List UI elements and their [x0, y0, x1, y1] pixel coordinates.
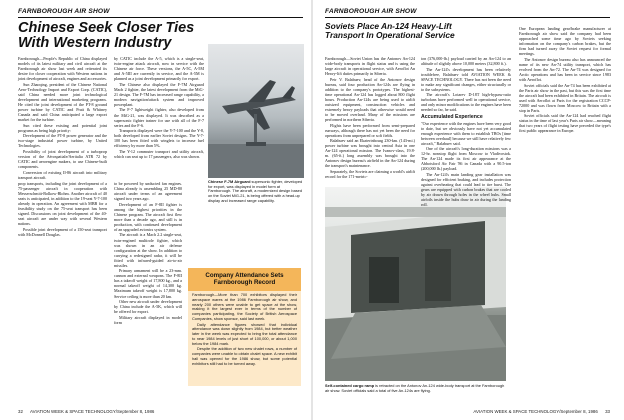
sidebar-box — [188, 268, 301, 386]
caption-lead: Self-contained cargo ramp — [325, 383, 375, 388]
sidebar-box-body — [192, 293, 297, 366]
photo-caption — [325, 384, 506, 393]
paragraph: prop transports, including the joint development of a 75-passenger aircraft in cooperation with Messerschmitt-Bolkow-Blohm. Another aircraft of 40 seats is anticipated, in addition to the 19-seat Y-7-100 already in operation. An agreement with MBB for a feasibility study on the 75-seat transport has been signed. Discussions on joint development of the 40-seat aircraft are under way with several Western nations. — [18, 181, 107, 227]
paragraph: Development of the FT-8 power generator and the two-stage industrial power turbine, by United Technologies. — [18, 133, 107, 149]
paragraph: Petr V. Balabuev, head of the Antonov design bureau, said four production An-124s are flying in addition to the company's prototypes. The highest-time operational An-124 has logged about 800 flight hours. Production An-124s are being used to airlift outsized equipment, construction vehicles and extremely heavy payloads that otherwise would need to be moved overland. Many of the missions are performed in northern Siberia. — [325, 76, 415, 123]
paragraph: Daily attendance figures showed that individual attendance was down slightly from 1984, but better weather later in the week was expected to bring the total attendance to near 1984 levels of just short of 100,000, or about 1,000 below the 1984 mark. — [192, 321, 297, 346]
jet-model-illustration — [208, 44, 304, 178]
an124-photo — [325, 187, 506, 381]
paragraph: The F-7 lightweight fighter, also developed from the MiG-21, was displayed. It was described as a supersonic fighter trainer for use with all of the F-7 series and the F-6. — [114, 107, 204, 128]
paragraph: Possible joint development of a 150-seat transport with McDonnell Douglas. — [18, 226, 107, 237]
paragraph: ton (376,000-lb.) payload carried by an An-124 to an altitude of slightly above 10,000 meters (32,800 ft.). — [421, 56, 511, 67]
right-page — [313, 0, 624, 420]
left-page — [0, 0, 311, 420]
page-number: 32 — [18, 409, 23, 414]
paragraph: Despite the addition of two new chalet rows, a number of companies were unable to obtain chalet space. A new exhibit hall was opened for the 1986 show, but some potential exhibitors still had to be turned away. — [192, 346, 297, 366]
article-column-2-lower — [114, 181, 182, 391]
paragraph: Conversion of existing II-86 aircraft into military transport aircraft. — [18, 169, 107, 180]
paragraph: The aircraft is a Mach 2.2 single-seat, twin-engined multirole fighter, which was shown in an air defense configuration at the show. In addition to carrying a redesigned radar, it will be fitted with infrared-guided air-to-air missiles. — [114, 232, 182, 268]
f7m-model-photo — [208, 44, 304, 178]
kicker-rule — [325, 17, 610, 18]
paragraph: Flights have been performed from semi-prepared runways, although there has not yet been the need for operations from unprepared or soft fields. — [325, 122, 415, 138]
article-column-2 — [421, 26, 511, 208]
caption-lead: Chinese F-7M Airguard — [208, 179, 251, 184]
article-headline: Soviets Place An-124 Heavy-Lift Transport In Operational Service — [325, 21, 455, 41]
paragraph: The Chinese also displayed the F-7M Airguard Mach 2 fighter, the latest development from the MiG-21 design. The F-7M has increased range capability, a modern navigation/attack system and improved powerplant. — [114, 81, 204, 107]
paragraph: by CATIC include the A-5, which is a single-seat, twin-engine attack aircraft, now in service with the Chinese air force. These versions, the A-5C, A-5M and A-5III are currently in service, and the A-5M is planned as a joint development primarily for export. — [114, 56, 204, 82]
publication-line: AVIATION WEEK & SPACE TECHNOLOGY/September 8, 1986 — [473, 409, 598, 414]
cargo-ramp-illustration — [325, 187, 506, 381]
paragraph: Farnborough—People's Republic of China displayed models of its latest military and civil aircraft at the Farnborough air show last week and reiterated its desire for closer cooperation with Western nations in joint development of aircraft, engines and accessories. — [18, 56, 107, 82]
paragraph: Development of an F-8II fighter is among the highest priorities in the Chinese program. The aircraft first flew more than a decade ago, and still is in production, with continued development of an upgraded avionics system. — [114, 201, 182, 232]
section-kicker: FARNBOROUGH AIR SHOW — [18, 8, 110, 15]
caption-text: is retracted on the Antonov An-124 wide-body transport at the Farnborough air show. Soviet officials said a total of five An-124s are flying. — [325, 383, 505, 393]
paragraph: Other new aircraft under development by China include the A-5K, which will be offered for export. — [114, 299, 182, 315]
section-subhead: Accumulated Experience — [421, 113, 483, 120]
caption-text: supersonic fighter, developed for export, was displayed in model form at Farnborough. The aircraft, a modernized design based on the Soviet MiG-21, is being offered with a head-up display and increased range capability. — [208, 179, 303, 203]
paragraph: The Y-12 commuter transport and utility aircraft, which can seat up to 17 passengers, also was shown. — [114, 148, 204, 159]
page-number: 33 — [605, 409, 610, 414]
article-column-3 — [519, 26, 611, 406]
sidebar-box-title: Company Attendance Sets Farnborough Record — [188, 268, 301, 291]
paragraph: The An-124's main landing gear installation was designed for efficient braking, and includes protection against overheating that could lead to tire burst. The gears are equipped with carbon brakes that are cooled by air drawn through holes in the wheel hubs. Small airfoils inside the hubs draw in air during the landing roll. — [421, 172, 511, 208]
paragraph: One European landing gear/brake manufacturer at Farnborough air show said the company had been approached some time ago by Soviets seeking information on the company's carbon brakes, but the firm had turned away the Soviet request for formal meetings. — [519, 26, 611, 57]
paragraph: The aircraft's Lotarev D-18T high-bypass-ratio turbofans have performed well in operational service, and only minor modifications to the engines have been needed so far, he said. — [421, 92, 511, 113]
paragraph: Farnborough—More than 700 exhibitors displayed their aerospace wares at the 1986 Farnborough air show, and nearly 200 others were unable to get space at the show, making it the largest ever in terms of the number of companies participating, the Society of British Aerospace Companies, show sponsor, said last week. — [192, 292, 297, 321]
article-column-1 — [18, 56, 107, 180]
article-headline: Chinese Seek Closer Ties With Western Industry — [18, 20, 195, 51]
paragraph: Primary armament will be a 23-mm. cannon and external weapons. The F-8II has a takeoff weight of 17,800 kg., and a normal takeoff weight of 14,300 kg. Maximum takeoff weight is 17,800 kg. Service ceiling is more than 20 km. — [114, 268, 182, 299]
paragraph: Soviet officials said the An-74 has been exhibited at the Paris air show in the past, but this was the first time the aircraft had been exhibited in Britain. The aircraft is used with Aeroflot at Paris for the registration CCCP-72000 and was flown from Moscow to Britain with a stop in Paris. — [519, 82, 611, 113]
photo-caption — [208, 180, 304, 204]
paragraph: Sun Zhaoqing, president of the Chinese National Aero-Technology Import and Export Corp. (CATIC), said China needed more joint technological development and international marketing programs. He cited the joint development of the PT-8 ground power turbine by CATIC and Pratt & Whitney Canada and said China anticipated a large export market for the turbine. — [18, 81, 107, 123]
paragraph: Soviet officials said the An-124 had reached flight status in the time of last year's Paris air show—meaning that two years of flight testing have preceded the type's first public appearance in Europe. — [519, 113, 611, 134]
paragraph: Separately, the Soviets are claiming a world's airlift record for the 171-metric- — [325, 169, 415, 180]
paragraph: One of the aircraft's long-duration missions was a 12-hr. nonstop flight from Moscow to Vladivostok. The An-124 made its first air appearance at the Abbotsford Air Fair '86 in Canada with a 90.5-ton (200,000 lb.) payload. — [421, 146, 511, 172]
paragraph: Military aircraft displayed in model form — [114, 314, 182, 325]
paragraph: to be powered by unducted fan engines. China already is assembling 25 MD-80 aircraft under terms of an agreement signed two years ago. — [114, 181, 182, 202]
publication-line: AVIATION WEEK & SPACE TECHNOLOGY/September 8, 1986 — [29, 409, 155, 414]
kicker-rule — [18, 17, 303, 18]
paragraph: Farnborough—Soviet Union has the Antonov An-124 wide-body transports in flight status and is using the large aircraft in operational service, with Aeroflot An Heavy-lift duties primarily in Siberia. — [325, 56, 415, 77]
paragraph: The Antonov design bureau also has announced the name of its new An-74 utility transport, which has evolved from the An-72. The An-74 was designed for Arctic operations and has been in service since 1983 with Aeroflot. — [519, 56, 611, 82]
page-footer — [18, 409, 154, 414]
page-footer — [473, 409, 610, 414]
section-kicker: FARNBOROUGH AIR SHOW — [325, 8, 417, 15]
paragraph: Transports displayed were the Y-7-100 and the Y-8, both developed from earlier Soviet designs. The Y-7-100 has been fitted with winglets to increase fuel efficiency by more than 5%. — [114, 128, 204, 149]
paragraph: The An-124's development has been relatively troublefree, Balabuev told AVIATION WEEK & SPACE TECHNOLOGY. There has not been the need to make any significant changes, either structurally or to the subsystems. — [421, 66, 511, 92]
article-column-1-lower — [18, 181, 107, 391]
paragraph: "Our experience with the engines have been very good to date, but we obviously have not yet accumulated enough experience with them to establish TBOs [time between overhaul] because we still have relatively few aircraft," Balabuev said. — [421, 120, 511, 146]
paragraph: Balabuev said an Ekaterinbourg 230-km. (143-mi.) power turbine was brought into central Asia in one An-124 operational mission. The Ivanov-class, 19.8-m. (65-ft.) long assembly was brought into the Antonov design bureau's airfield in the An-124 during the transport's maintenance. — [325, 138, 415, 169]
paragraph: Sun cited these existing and potential joint programs as being high priority: — [18, 122, 107, 133]
paragraph: Possibility of joint development of a turboprop version of the Aérospatiale/Aeritalia ATR 72 by CATIC and aeroengine makers, to use Chinese-built components. — [18, 148, 107, 169]
article-column-2 — [114, 56, 204, 180]
